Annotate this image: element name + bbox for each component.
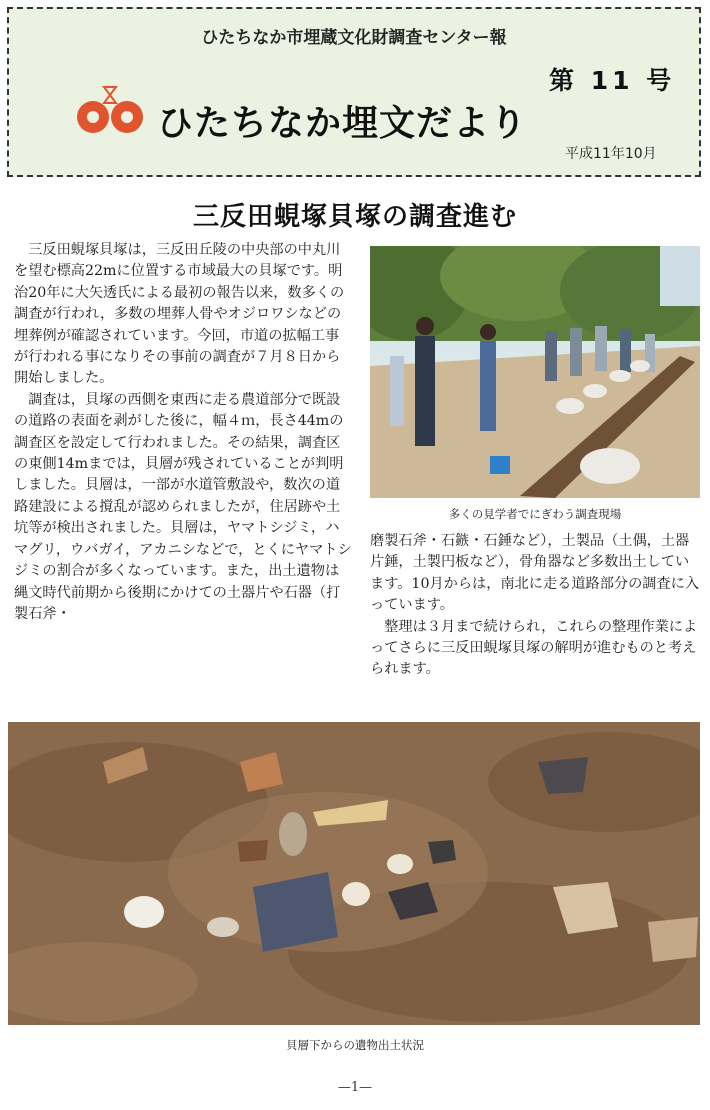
page-number: —1— xyxy=(337,1080,373,1095)
publisher-name: ひたちなか市埋蔵文化財調査センター報 xyxy=(201,28,507,48)
article-column-left xyxy=(14,240,352,716)
paragraph: 磨製石斧・石鏃・石錘など），土製品（土偶，土器片錘，土製円板など），骨角器など多数出土しています。10月からは，南北に走る道路部分の調査に入っています。 xyxy=(370,533,700,614)
artifacts-photo xyxy=(8,722,700,1025)
logo-icon xyxy=(71,81,149,139)
photo-caption-bottom: 貝層下からの遺物出土状況 xyxy=(286,1038,424,1052)
photo-caption-top: 多くの見学者でにぎわう調査現場 xyxy=(448,507,622,521)
issue-number: 第 11 号 xyxy=(549,66,676,95)
paragraph: 整理は３月まで続けられ，これらの整理作業によってさらに三反田蜆塚貝塚の解明が進むものと考えられます。 xyxy=(370,618,698,678)
paragraph: 三反田蜆塚貝塚は，三反田丘陵の中央部の中丸川を望む標高22mに位置する市域最大の貝塚です。明治20年に大矢透氏による最初の報告以来，数多くの調査が行われ，多数の埋葬人骨やオジロワシなどの埋葬例が確認されています。今回，市道の拡幅工事が行われる事になりその事前の調査が７月８日から開始しました。 xyxy=(14,242,345,387)
masthead-title: ひたちなか埋文だより xyxy=(157,102,528,144)
article-column-right xyxy=(370,531,703,716)
excavation-site-photo xyxy=(370,246,700,498)
newsletter-header xyxy=(7,7,701,177)
paragraph: 調査は，貝塚の西側を東西に走る農道部分で既設の道路の表面を剥がした後に，幅４ｍ，長さ44mの調査区を設定して行われました。その結果，調査区の東側14mまでは，貝層が残されていることが判明しました。貝層は，一部が水道管敷設や，数次の道路建設による撹乱が認められましたが，住居跡や土坑等が検出されました。貝層は，ヤマトシジミ，ハマグリ，ウバガイ，アカニシなどで，とくにヤマトシジミの割合が多くなっています。また，出土遺物は縄文時代前期から後期にかけての土器片や石器（打製石斧・ xyxy=(14,391,352,622)
issue-date: 平成11年10月 xyxy=(565,146,657,162)
artifacts-photo-illustration xyxy=(8,722,700,1025)
site-photo-illustration xyxy=(370,246,700,498)
article-title: 三反田蜆塚貝塚の調査進む xyxy=(192,202,517,232)
